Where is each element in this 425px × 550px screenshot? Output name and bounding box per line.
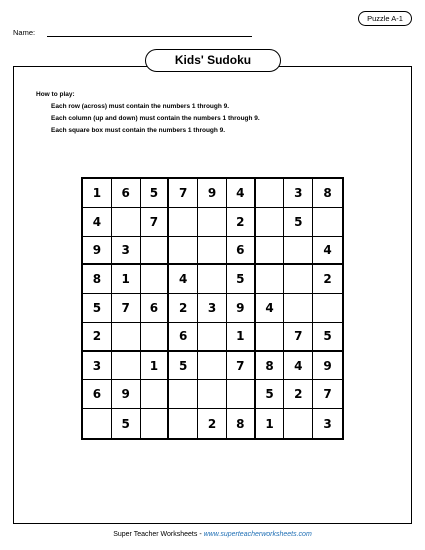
sudoku-cell-given: 5 [112, 409, 141, 438]
sudoku-cell-given: 6 [83, 380, 112, 409]
sudoku-cell-given: 9 [227, 294, 256, 323]
sudoku-cell-given: 5 [169, 352, 198, 381]
sudoku-cell-given: 5 [256, 380, 285, 409]
sudoku-cell-given: 2 [83, 323, 112, 352]
sudoku-cell-empty[interactable] [284, 294, 313, 323]
sudoku-cell-given: 8 [313, 179, 342, 208]
footer [0, 531, 425, 538]
sudoku-cell-given: 4 [83, 208, 112, 237]
sudoku-cell-given: 7 [227, 352, 256, 381]
sudoku-cell-empty[interactable] [141, 265, 170, 294]
sudoku-cell-given: 3 [83, 352, 112, 381]
sudoku-cell-given: 4 [169, 265, 198, 294]
sudoku-cell-empty[interactable] [83, 409, 112, 438]
name-label: Name: [13, 28, 36, 37]
sudoku-cell-empty[interactable] [198, 208, 227, 237]
sudoku-cell-empty[interactable] [284, 237, 313, 266]
sudoku-cell-given: 2 [313, 265, 342, 294]
sudoku-cell-given: 2 [169, 294, 198, 323]
sudoku-cell-empty[interactable] [227, 380, 256, 409]
sudoku-cell-given: 6 [169, 323, 198, 352]
sudoku-cell-given: 3 [112, 237, 141, 266]
sudoku-cell-given: 4 [284, 352, 313, 381]
sudoku-cell-empty[interactable] [169, 380, 198, 409]
sudoku-cell-empty[interactable] [313, 208, 342, 237]
sudoku-cell-empty[interactable] [169, 208, 198, 237]
sudoku-cell-empty[interactable] [141, 323, 170, 352]
sudoku-cell-given: 5 [284, 208, 313, 237]
sudoku-grid [81, 177, 344, 440]
page-title: Kids' Sudoku [145, 49, 281, 72]
rule-box: Each square box must contain the numbers 1 through 9. [51, 127, 226, 134]
name-row [13, 25, 253, 39]
sudoku-cell-given: 2 [198, 409, 227, 438]
sudoku-cell-given: 3 [323, 416, 332, 431]
sudoku-cell-given: 1 [83, 179, 112, 208]
sudoku-cell-empty[interactable] [256, 208, 285, 237]
name-line [47, 36, 252, 37]
sudoku-cell-empty[interactable] [112, 208, 141, 237]
sudoku-cell-empty[interactable] [313, 294, 342, 323]
sudoku-cell-empty[interactable] [198, 323, 227, 352]
sudoku-cell-empty[interactable] [198, 265, 227, 294]
sudoku-cell-given: 9 [313, 352, 342, 381]
sudoku-cell-given: 1 [141, 352, 170, 381]
sudoku-cell-given: 5 [83, 294, 112, 323]
sudoku-cell-given: 1 [112, 265, 141, 294]
sudoku-cell-empty[interactable] [284, 265, 313, 294]
sudoku-cell-given: 9 [198, 179, 227, 208]
rule-row: Each row (across) must contain the numbers 1 through 9. [51, 103, 230, 110]
footer-separator: - [197, 531, 204, 538]
sudoku-cell-given: 5 [141, 179, 170, 208]
footer-site-name: Super Teacher Worksheets [113, 531, 198, 538]
sudoku-cell-given: 4 [313, 237, 342, 266]
sudoku-cell-empty[interactable] [256, 237, 285, 266]
sudoku-cell-given: 7 [284, 323, 313, 352]
puzzle-badge: Puzzle A-1 [358, 11, 412, 26]
sudoku-cell-given: 7 [169, 179, 198, 208]
sudoku-cell-given: 8 [83, 265, 112, 294]
sudoku-cell-empty[interactable] [256, 323, 285, 352]
sudoku-cell-empty[interactable] [141, 237, 170, 266]
sudoku-cell-empty[interactable] [169, 237, 198, 266]
sudoku-cell-given: 2 [227, 208, 256, 237]
sudoku-cell-empty[interactable] [141, 409, 170, 438]
instructions-heading: How to play: [36, 91, 75, 98]
sudoku-cell-empty[interactable] [256, 265, 285, 294]
footer-url[interactable]: www.superteacherworksheets.com [203, 531, 312, 538]
sudoku-cell-given: 6 [112, 179, 141, 208]
sudoku-cell-empty[interactable] [198, 352, 227, 381]
sudoku-cell-given: 8 [227, 409, 256, 438]
sudoku-cell-given: 6 [141, 294, 170, 323]
sudoku-cell-given: 7 [313, 380, 342, 409]
rule-column: Each column (up and down) must contain the numbers 1 through 9. [51, 115, 260, 122]
sudoku-cell-given: 9 [112, 380, 141, 409]
sudoku-cell-empty[interactable] [198, 237, 227, 266]
sudoku-cell-given: 3 [198, 294, 227, 323]
sudoku-cell-empty[interactable] [112, 323, 141, 352]
sudoku-cell-given: 1 [227, 323, 256, 352]
sudoku-cell-given: 4 [227, 179, 256, 208]
sudoku-cell-given: 8 [256, 352, 285, 381]
sudoku-cell-empty[interactable] [256, 179, 285, 208]
sudoku-cell-given: 1 [256, 409, 285, 438]
sudoku-cell-empty[interactable] [141, 380, 170, 409]
sudoku-cell-given: 7 [141, 208, 170, 237]
sudoku-cell-given: 5 [313, 323, 342, 352]
sudoku-cell-empty[interactable] [198, 380, 227, 409]
sudoku-cell-given: 7 [112, 294, 141, 323]
sudoku-cell-given: 3 [284, 179, 313, 208]
sudoku-cell-given: 4 [256, 294, 285, 323]
instructions [36, 89, 396, 137]
sudoku-cell-given: 6 [227, 237, 256, 266]
sudoku-cell-given: 5 [227, 265, 256, 294]
sudoku-cell-empty[interactable] [112, 352, 141, 381]
sudoku-cell-given: 2 [284, 380, 313, 409]
sudoku-cell-given: 9 [83, 237, 112, 266]
sudoku-cell-empty[interactable] [284, 409, 313, 438]
sudoku-cell-empty[interactable] [169, 409, 198, 438]
